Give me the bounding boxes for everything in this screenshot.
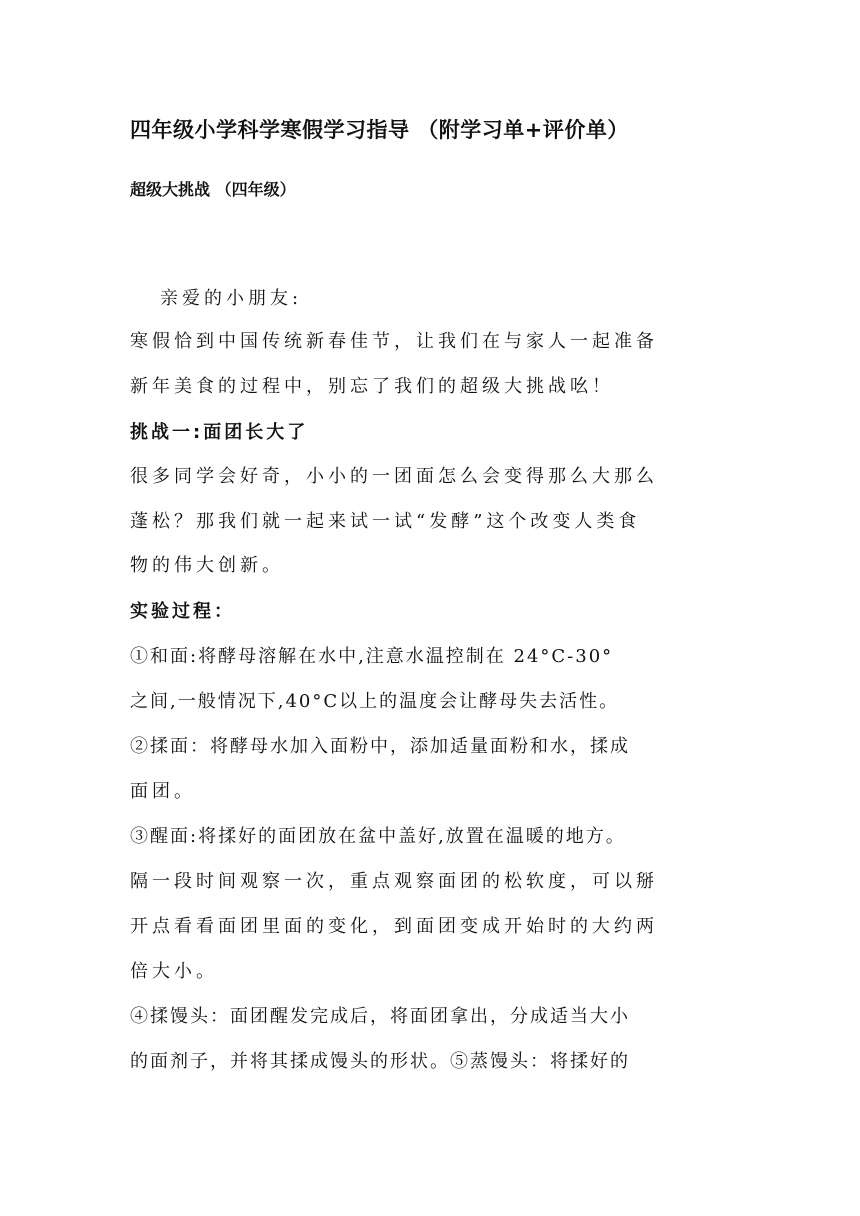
document-subtitle: 超级大挑战 （四年级） xyxy=(130,180,296,199)
body-line: 寒假恰到中国传统新春佳节，让我们在与家人一起准备 xyxy=(130,331,658,352)
body-line: 很多同学会好奇，小小的一团面怎么会变得那么大那么 xyxy=(130,466,658,487)
step-line: ④揉馒头：面团醒发完成后，将面团拿出，分成适当大小 xyxy=(130,1006,630,1027)
step-line: 开点看看面团里面的变化，到面团变成开始时的大约两 xyxy=(130,916,658,937)
step-line: 的面剂子，并将其揉成馒头的形状。⑤蒸馒头：将揉好的 xyxy=(130,1051,630,1072)
body-line: 新年美食的过程中，别忘了我们的超级大挑战吆！ xyxy=(130,376,614,397)
step-line: ③醒面:将揉好的面团放在盆中盖好,放置在温暖的地方。 xyxy=(130,826,626,847)
challenge-heading: 挑战一:面团长大了 xyxy=(130,422,309,443)
step-line: ①和面:将酵母溶解在水中,注意水温控制在 24°C-30° xyxy=(130,646,614,667)
greeting-line: 亲爱的小朋友: xyxy=(160,288,303,309)
step-line: 隔一段时间观察一次，重点观察面团的松软度，可以掰 xyxy=(130,871,658,892)
step-line: 倍大小。 xyxy=(130,961,218,982)
step-line: 之间,一般情况下,40°C以上的温度会让酵母失去活性。 xyxy=(130,691,620,712)
step-line: ②揉面：将酵母水加入面粉中，添加适量面粉和水，揉成 xyxy=(130,736,630,757)
step-line: 面团。 xyxy=(130,781,196,802)
procedure-heading: 实验过程： xyxy=(130,601,235,622)
body-line: 蓬松？那我们就一起来试一试“发酵”这个改变人类食 xyxy=(130,511,641,532)
body-line: 物的伟大创新。 xyxy=(130,555,284,576)
document-title: 四年级小学科学寒假学习指导 （附学习单+评价单） xyxy=(130,118,629,142)
